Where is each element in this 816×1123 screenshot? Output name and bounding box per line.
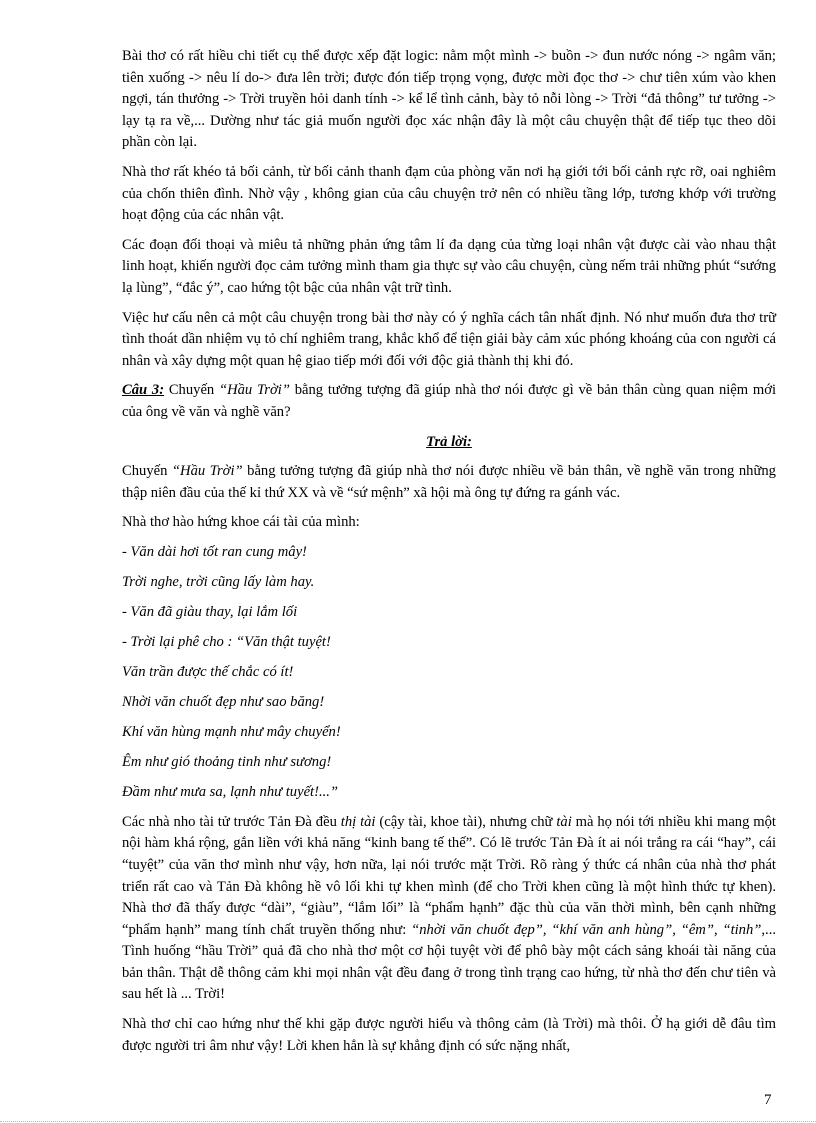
question-title: “Hầu Trời” (218, 382, 290, 399)
analysis-italic: “nhời văn chuốt đẹp”, “khí văn anh hùng”, “êm”, “tinh” (411, 921, 762, 938)
paragraph-last: Nhà thơ chỉ cao hứng như thế khi gặp được người hiểu và thông cảm (là Trời) mà thôi. Ở hạ giới dễ đâu tìm được người tri âm như vậy! Lời khen hẳn là sự khẳng định có sức nặng nhất, (122, 1016, 776, 1054)
poem-line: Nhời văn chuốt đẹp như sao băng! (122, 693, 325, 710)
question-label: Câu 3: (122, 382, 165, 399)
answer-intro-title: “Hầu Trời” (171, 463, 243, 480)
analysis-text: (cậy tài, khoe tài), nhưng chữ (375, 813, 557, 830)
answer-intro-before: Chuyến (122, 463, 172, 480)
poem-intro: Nhà thơ hào hứng khoe cái tài của mình: (122, 514, 360, 531)
answer-intro-after: bằng tưởng tượng đã giúp nhà thơ nói được nhiều về bản thân, về nghề văn trong những thập niên đầu của thế kỉ thứ XX và về “sứ mệnh” xã hội mà ông tự đứng ra gánh vác. (122, 463, 776, 501)
answer-heading-line (122, 432, 776, 454)
analysis-text: Các nhà nho tài tử trước Tản Đà đều (122, 813, 341, 830)
analysis-italic: tài (556, 813, 572, 830)
question-text-before: Chuyến (164, 382, 219, 399)
poem-line: - Văn dài hơi tốt ran cung mây! (122, 543, 307, 560)
poem-line: Khí văn hùng mạnh như mây chuyển! (122, 723, 341, 740)
analysis-italic: thị tài (340, 813, 376, 830)
poem-excerpt (122, 542, 776, 803)
paragraph-dialogue: Các đoạn đối thoại và miêu tả những phản ứng tâm lí đa dạng của từng loại nhân vật được cài vào nhau thật linh hoạt, khiến người đọc cảm tưởng mình tham gia thực sự vào câu chuyện, cùng nếm trải những phút “sướng lạ lùng”, “đắc ý”, cao hứng tột bậc của nhân vật trữ tình. (122, 236, 776, 296)
analysis-text: ,... Tình huống “hầu Trời” quả đã cho nhà thơ một cơ hội tuyệt vời để phô bày một cách sảng khoái tài năng của bản thân. Thật dễ thông cảm khi mọi nhân vật đều đang ở trong tình trạng cao hứng, từ nhà thơ đến chư tiên và sau hết là ... Trời! (122, 921, 776, 1003)
question-text-after: bằng tưởng tượng đã giúp nhà thơ nói được gì về bản thân cùng quan niệm mới của ông về văn và nghề văn? (122, 382, 777, 420)
paragraph-analysis (122, 812, 776, 1006)
poem-line: Êm như gió thoảng tinh như sương! (122, 753, 332, 770)
poem-line: - Văn đã giàu thay, lại lắm lối (122, 603, 298, 620)
page-bottom-divider (0, 1121, 816, 1122)
paragraph-story-details: Bài thơ có rất hiều chi tiết cụ thể được xếp đặt logic: nằm một mình -> buồn -> đun nước nóng -> ngâm văn; tiên xuống -> nêu lí do-> đưa lên trời; được đón tiếp trọng vọng, được mời đọc thơ -> chư tiên xúm vào khen ngợi, tán thưởng -> Trời truyền hỏi danh tính -> kể lể tình cảnh, bày tỏ nỗi lòng -> Trời “đả thông” tư tưởng -> lạy tạ ra về,... Dường như tác giả muốn người đọc xác nhận đây là một câu chuyện thật để tiếp tục theo dõi phần còn lại. (122, 48, 776, 151)
poem-line: - Trời lại phê cho : “Văn thật tuyệt! (122, 633, 331, 650)
poem-line: Trời nghe, trời cũng lấy làm hay. (122, 573, 315, 590)
question-3 (122, 380, 776, 423)
paragraph-fiction-meaning: Việc hư cấu nên cả một câu chuyện trong bài thơ này có ý nghĩa cách tân nhất định. Nó như muốn đưa thơ trữ tình thoát dần nhiệm vụ tỏ chí nghiêm trang, khắc khổ để tiện giải bày cảm xúc phóng khoáng của con người cá nhân và xây dựng một quan hệ giao tiếp mới đối với độc giả thành thị khi đó. (122, 309, 776, 369)
analysis-text: mà họ nói tới nhiều khi mang một nội hàm khá rộng, gắn liền với khả năng “kinh bang tế thế”. Có lẽ trước Tản Đà ít ai nói trắng ra cái “hay”, cái “tuyệt” của văn thơ mình như vậy, hơn nữa, lại nói trước mặt Trời. Rõ ràng ý thức cá nhân của nhà thơ phát triển rất cao và Tản Đà không hề vô lối khi tự khen mình (để cho Trời khen cũng là một hình thức tự khen). Nhà thơ đã thấy được “dài”, “giàu”, “lắm lối” là “phẩm hạnh” đặc thù của văn thời mình, bên cạnh những “phẩm hạnh” mang tính chất truyền thống như: (122, 813, 776, 938)
page-content (122, 46, 776, 1065)
answer-intro (122, 461, 776, 504)
poem-line: Đầm như mưa sa, lạnh như tuyết!...” (122, 783, 339, 800)
paragraph-setting: Nhà thơ rất khéo tả bối cảnh, từ bối cảnh thanh đạm của phòng văn nơi hạ giới tới bối cảnh rực rỡ, oai nghiêm của chốn thiên đình. Nhờ vậy , không gian của câu chuyện trở nên có nhiều tầng lớp, tương khớp với trường hoạt động của các nhân vật. (122, 163, 776, 224)
page-number: 7 (764, 1092, 772, 1108)
poem-line: Văn trần được thế chắc có ít! (122, 663, 294, 680)
answer-heading: Trả lời: (426, 433, 472, 450)
